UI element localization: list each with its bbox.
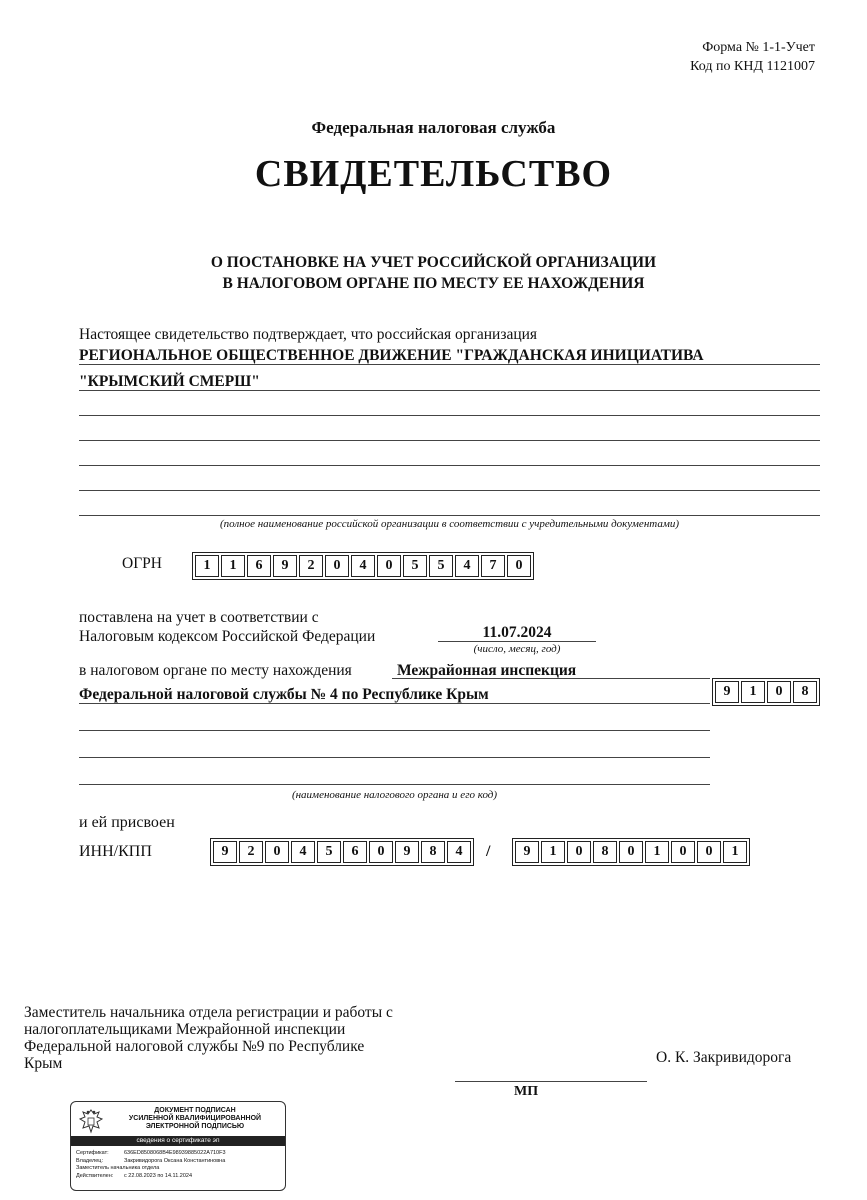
signatory-position: [24, 1004, 393, 1072]
inn-digit: 9: [213, 841, 237, 863]
owner-role: Заместитель начальника отдела: [76, 1165, 160, 1171]
org-line-2: [79, 390, 820, 391]
kpp-boxes: [512, 838, 750, 866]
position-line-4: Крым: [24, 1055, 63, 1072]
ogrn-digit: 5: [403, 555, 427, 577]
stamp-role-row: [76, 1165, 226, 1173]
owner-value: Закривидорога Оксана Константиновна: [124, 1157, 226, 1164]
authority-code-digit: 9: [715, 681, 739, 703]
inn-digit: 4: [447, 841, 471, 863]
kpp-digit: 0: [619, 841, 643, 863]
agency-name: Федеральная налоговая служба: [311, 118, 556, 137]
authority-line-d: [79, 757, 710, 758]
registration-line-1: поставлена на учет в соответствии с: [79, 609, 319, 626]
authority-code-digit: 1: [741, 681, 765, 703]
authority-line-c: [79, 730, 710, 731]
inn-digit: 0: [369, 841, 393, 863]
subtitle-line-1: О ПОСТАНОВКЕ НА УЧЕТ РОССИЙСКОЙ ОРГАНИЗАЦИИ: [210, 254, 657, 271]
inn-kpp-label: ИНН/КПП: [79, 843, 152, 860]
kpp-digit: 1: [541, 841, 565, 863]
form-number: Форма № 1-1-Учет: [702, 40, 815, 55]
stamp-header: [109, 1107, 281, 1131]
inn-digit: 2: [239, 841, 263, 863]
ogrn-digit: 1: [195, 555, 219, 577]
authority-caption: (наименование налогового органа и его код): [291, 789, 498, 801]
inn-digit: 4: [291, 841, 315, 863]
kpp-digit: 1: [723, 841, 747, 863]
e-signature-stamp: [70, 1101, 286, 1191]
registration-line-2: Налоговым кодексом Российской Федерации: [79, 628, 376, 645]
valid-value: с 22.08.2023 по 14.11.2024: [124, 1172, 193, 1179]
stamp-bar: сведения о сертификате эп: [71, 1136, 285, 1146]
ogrn-digit: 4: [455, 555, 479, 577]
cert-value: 636ED8508068B4E98939885022A710F3: [124, 1150, 226, 1156]
document-subtitle: [0, 252, 867, 294]
ogrn-digit: 0: [507, 555, 531, 577]
inn-digit: 0: [265, 841, 289, 863]
authority-line-b: [79, 703, 710, 704]
position-line-1: Заместитель начальника отдела регистрации и работы с: [24, 1004, 393, 1021]
org-line-7: [79, 515, 820, 516]
authority-line-2: Федеральной налоговой службы № 4 по Республике Крым: [79, 686, 489, 703]
ogrn-digit: 4: [351, 555, 375, 577]
ogrn-label: ОГРН: [122, 555, 162, 572]
stamp-head-line-1: ДОКУМЕНТ ПОДПИСАН: [154, 1107, 236, 1114]
document-title: СВИДЕТЕЛЬСТВО: [254, 153, 613, 195]
organization-name-caption: (полное наименование российской организации в соответствии с учредительными документами): [219, 518, 680, 530]
valid-label: Действителен:: [76, 1172, 114, 1179]
subtitle-line-2: В НАЛОГОВОМ ОРГАНЕ ПО МЕСТУ ЕЕ НАХОЖДЕНИЯ: [222, 275, 645, 292]
inn-digit: 8: [421, 841, 445, 863]
ogrn-digit: 9: [273, 555, 297, 577]
ogrn-boxes: [192, 552, 534, 580]
position-line-2: налогоплательщиками Межрайонной инспекции: [24, 1021, 346, 1038]
ogrn-digit: 0: [325, 555, 349, 577]
authority-code-digit: 0: [767, 681, 791, 703]
stamp-cert-row: [76, 1150, 226, 1158]
kpp-digit: 0: [567, 841, 591, 863]
stamp-head-line-2: УСИЛЕННОЙ КВАЛИФИЦИРОВАННОЙ: [128, 1115, 262, 1122]
inn-digit: 5: [317, 841, 341, 863]
org-line-4: [79, 440, 820, 441]
kpp-digit: 8: [593, 841, 617, 863]
signature-line: [455, 1081, 647, 1082]
kpp-digit: 9: [515, 841, 539, 863]
org-line-1: [79, 364, 820, 365]
org-line-5: [79, 465, 820, 466]
mp-label: МП: [514, 1084, 539, 1099]
inn-digit: 9: [395, 841, 419, 863]
stamp-valid-row: [76, 1173, 226, 1181]
stamp-owner-row: [76, 1158, 226, 1166]
kpp-digit: 0: [697, 841, 721, 863]
authority-prefix: в налоговом органе по месту нахождения: [79, 662, 352, 679]
ogrn-digit: 5: [429, 555, 453, 577]
inn-digit: 6: [343, 841, 367, 863]
authority-line-a: [392, 678, 710, 679]
authority-line-1: Межрайонная инспекция: [397, 662, 577, 679]
stamp-details: [76, 1150, 226, 1180]
authority-code-boxes: [712, 678, 820, 706]
ogrn-digit: 7: [481, 555, 505, 577]
ogrn-digit: 1: [221, 555, 245, 577]
inn-boxes: [210, 838, 474, 866]
organization-intro: Настоящее свидетельство подтверждает, что российская организация: [79, 326, 538, 343]
position-line-3: Федеральной налоговой службы №9 по Республике: [24, 1038, 365, 1055]
cert-label: Сертификат:: [76, 1150, 109, 1156]
organization-name-line-2: "КРЫМСКИЙ СМЕРШ": [79, 373, 260, 390]
knd-code: Код по КНД 1121007: [690, 59, 815, 74]
org-line-6: [79, 490, 820, 491]
kpp-digit: 0: [671, 841, 695, 863]
date-caption: (число, месяц, год): [473, 643, 561, 655]
org-line-3: [79, 415, 820, 416]
authority-code-digit: 8: [793, 681, 817, 703]
kpp-digit: 1: [645, 841, 669, 863]
ogrn-digit: 6: [247, 555, 271, 577]
signatory-name: О. К. Закривидорога: [656, 1049, 792, 1066]
stamp-head-line-3: ЭЛЕКТРОННОЙ ПОДПИСЬЮ: [145, 1123, 245, 1130]
organization-name-line-1: РЕГИОНАЛЬНОЕ ОБЩЕСТВЕННОЕ ДВИЖЕНИЕ "ГРАЖДАНСКАЯ ИНИЦИАТИВА: [79, 347, 704, 364]
owner-label: Владелец:: [76, 1157, 103, 1164]
assigned-label: и ей присвоен: [79, 814, 175, 831]
inn-kpp-separator: /: [486, 843, 491, 860]
registration-date: 11.07.2024: [482, 624, 552, 641]
ogrn-digit: 0: [377, 555, 401, 577]
ogrn-digit: 2: [299, 555, 323, 577]
date-line: [438, 641, 596, 642]
form-identifier: [690, 38, 815, 76]
authority-line-e: [79, 784, 710, 785]
